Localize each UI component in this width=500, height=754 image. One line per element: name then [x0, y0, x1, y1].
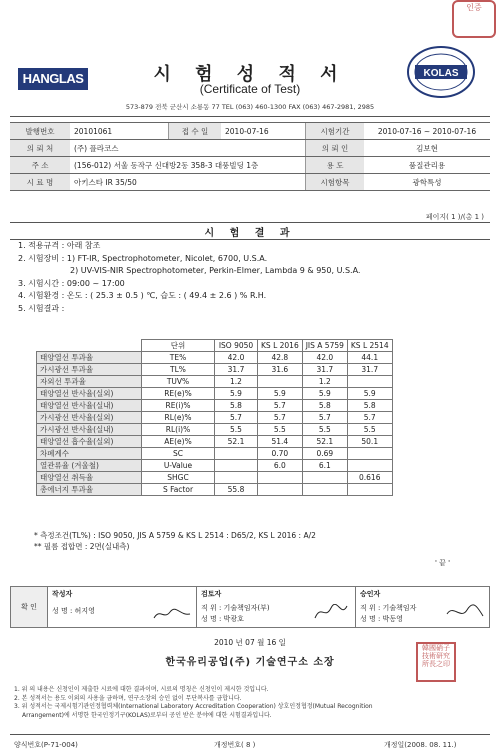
received-date: 2010-07-16: [221, 123, 306, 140]
note-line: * 측정조건(TL%) : ISO 9050, JIS A 5759 & KS L 2514 : D65/2, KS L 2016 : A/2: [34, 531, 316, 540]
unit-cell: TE%: [142, 352, 215, 364]
value-cell: [347, 460, 392, 472]
unit-cell: U-Value: [142, 460, 215, 472]
divider: [10, 734, 490, 735]
client-label: 의 뢰 처: [10, 140, 70, 157]
value-cell: [215, 472, 258, 484]
value-cell: 52.1: [215, 436, 258, 448]
property-cell: 총에너지 투과율: [37, 484, 142, 496]
header-cell: ISO 9050: [215, 340, 258, 352]
table-header-row: [37, 340, 393, 352]
writer-name: 성 명 : 허지영: [52, 607, 95, 615]
property-cell: 태양열선 반사율(실내): [37, 400, 142, 412]
writer-cell: [48, 601, 197, 628]
reviewer-name: 성 명 : 박광호: [201, 614, 244, 623]
use-label: 용 도: [306, 157, 365, 174]
unit-cell: SC: [142, 448, 215, 460]
kolas-logo-text: KOLAS: [423, 68, 459, 79]
results-table: [36, 339, 393, 496]
value-cell: 5.5: [215, 424, 258, 436]
header-cell: JIS A 5759: [302, 340, 347, 352]
form-number: 양식번호(P-71-004): [14, 741, 78, 749]
value-cell: [258, 376, 303, 388]
issue-date: 2010 년 07 월 16 일: [214, 638, 286, 647]
header-cell: KS L 2514: [347, 340, 392, 352]
value-cell: 0.616: [347, 472, 392, 484]
footnotes: [14, 686, 484, 720]
writer-title: 작성자: [48, 587, 197, 602]
table-row: [37, 448, 393, 460]
property-cell: 차폐계수: [37, 448, 142, 460]
sample-label: 시 료 명: [10, 174, 70, 191]
condition-line: 2) UV-VIS-NIR Spectrophotometer, Perkin-Elmer, Lambda 9 & 950, U.S.A.: [70, 266, 361, 276]
note-line: ** 필름 접합면 : 2면(실내측): [34, 542, 130, 551]
unit-cell: S Factor: [142, 484, 215, 496]
company-address: 573-879 전북 군산시 소룡동 77 TEL (063) 460-1300 FAX (063) 467-2981, 2985: [125, 103, 375, 111]
divider: [10, 116, 490, 117]
results-title: 시 험 결 과: [204, 228, 296, 239]
results-body: [37, 352, 393, 496]
received-label: 접 수 일: [169, 123, 222, 140]
header-cell: [37, 340, 142, 352]
revision-number: 개정번호( 8 ): [214, 741, 256, 749]
requester: 김보현: [364, 140, 490, 157]
kolas-logo: [405, 44, 477, 100]
organization-name: 한국유리공업(주) 기술연구소 소장: [165, 657, 335, 668]
value-cell: 6.0: [258, 460, 303, 472]
unit-cell: TL%: [142, 364, 215, 376]
value-cell: 50.1: [347, 436, 392, 448]
value-cell: 5.9: [347, 388, 392, 400]
period-label: 시험기간: [306, 123, 365, 140]
end-mark: ' 끝 ': [434, 559, 450, 567]
table-row: [37, 352, 393, 364]
value-cell: 5.9: [258, 388, 303, 400]
value-cell: 0.70: [258, 448, 303, 460]
seal-stamp-top: 인증: [452, 0, 496, 38]
document-subtitle: (Certificate of Test): [199, 82, 301, 96]
unit-cell: TUV%: [142, 376, 215, 388]
property-cell: 태양열선 취득율: [37, 472, 142, 484]
value-cell: 5.7: [302, 412, 347, 424]
value-cell: [302, 484, 347, 496]
property-cell: 자외선 투과율: [37, 376, 142, 388]
condition-line: 1. 적용규격 : 아래 참조: [18, 241, 101, 250]
value-cell: 52.1: [302, 436, 347, 448]
reviewer-title: 검토자: [197, 587, 356, 602]
property-cell: 태양열선 투과율: [37, 352, 142, 364]
value-cell: 5.7: [347, 412, 392, 424]
property-cell: 가시광선 투과율: [37, 364, 142, 376]
approver-name: 성 명 : 박동영: [360, 614, 403, 623]
writer-signature: [152, 606, 192, 622]
confirm-label: 확 인: [11, 587, 48, 628]
value-cell: 5.7: [258, 400, 303, 412]
value-cell: 42.0: [215, 352, 258, 364]
table-row: [37, 388, 393, 400]
address-label: 주 소: [10, 157, 70, 174]
value-cell: 0.69: [302, 448, 347, 460]
test-conditions: [18, 240, 488, 316]
reviewer-role: 직 위 : 기술책임자(부): [197, 601, 356, 614]
table-row: [37, 484, 393, 496]
property-cell: 태양열선 흡수율(실외): [37, 436, 142, 448]
condition-line: 2. 시험장비 : 1) FT-IR, Spectrophotometer, Nicolet, 6700, U.S.A.: [18, 253, 268, 263]
test-period: 2010-07-16 ~ 2010-07-16: [364, 123, 490, 140]
value-cell: [258, 484, 303, 496]
document-title: 시 험 성 적 서: [153, 64, 347, 85]
condition-line: 3. 시험시간 : 09:00 ~ 17:00: [18, 278, 125, 288]
value-cell: [347, 376, 392, 388]
approver-title: 승인자: [356, 587, 490, 602]
unit-cell: SHGC: [142, 472, 215, 484]
value-cell: 6.1: [302, 460, 347, 472]
value-cell: [215, 448, 258, 460]
table-row: [37, 460, 393, 472]
unit-cell: AE(e)%: [142, 436, 215, 448]
issue-no: 20101061: [70, 123, 169, 140]
table-row: [37, 400, 393, 412]
header-cell: KS L 2016: [258, 340, 303, 352]
property-cell: 가시광선 반사율(실외): [37, 412, 142, 424]
reviewer-signature: [311, 604, 351, 620]
value-cell: 5.7: [215, 412, 258, 424]
value-cell: [347, 448, 392, 460]
value-cell: 5.8: [302, 400, 347, 412]
header-cell: 단위: [142, 340, 215, 352]
table-row: [37, 436, 393, 448]
value-cell: 51.4: [258, 436, 303, 448]
client-address: (156-012) 서울 동작구 신대방2동 358-3 대풍빌딩 1층: [70, 157, 306, 174]
reviewer-cell: [197, 614, 356, 628]
value-cell: 1.2: [215, 376, 258, 388]
company-logo: HANGLAS: [18, 68, 88, 90]
table-row: [37, 424, 393, 436]
value-cell: 31.7: [302, 364, 347, 376]
value-cell: 42.8: [258, 352, 303, 364]
revision-date: 개정일(2008. 08. 11.): [384, 741, 457, 749]
value-cell: 5.8: [347, 400, 392, 412]
footnote-line: 3. 위 성적서는 국제시험기관인정협력체(International Laboratory Accreditation Cooperation) 상호인정협정(Mutual Recognition: [14, 703, 373, 710]
issue-no-label: 발행번호: [10, 123, 70, 140]
value-cell: 5.5: [258, 424, 303, 436]
value-cell: 31.6: [258, 364, 303, 376]
value-cell: 55.8: [215, 484, 258, 496]
value-cell: [258, 472, 303, 484]
condition-line: 4. 시험환경 : 온도 : ( 25.3 ± 0.5 ) ℃, 습도 : ( 49.4 ± 2.6 ) % R.H.: [18, 291, 267, 301]
requester-label: 의 뢰 인: [306, 140, 365, 157]
value-cell: 31.7: [347, 364, 392, 376]
client: (주) 플라코스: [70, 140, 306, 157]
value-cell: 5.9: [302, 388, 347, 400]
unit-cell: RL(e)%: [142, 412, 215, 424]
value-cell: 5.8: [215, 400, 258, 412]
value-cell: [347, 484, 392, 496]
table-row: [37, 412, 393, 424]
use: 품질관리용: [364, 157, 490, 174]
value-cell: [302, 472, 347, 484]
value-cell: 42.0: [302, 352, 347, 364]
signature-table: [10, 586, 490, 628]
table-row: [37, 364, 393, 376]
unit-cell: RE(i)%: [142, 400, 215, 412]
property-cell: 가시광선 반사율(실내): [37, 424, 142, 436]
info-table: [10, 122, 490, 191]
organization-seal: 韓國硝子 技術研究 所長之印: [416, 642, 456, 682]
notes: [34, 530, 316, 552]
sample-name: 아키스타 IR 35/50: [70, 174, 306, 191]
value-cell: 5.5: [347, 424, 392, 436]
approver-signature: [445, 604, 485, 620]
value-cell: 44.1: [347, 352, 392, 364]
items-label: 시험항목: [306, 174, 365, 191]
table-row: [37, 472, 393, 484]
unit-cell: RE(e)%: [142, 388, 215, 400]
approver-role: 직 위 : 기술책임자: [356, 601, 490, 614]
property-cell: 열관류율 (겨울철): [37, 460, 142, 472]
page-indicator: 페이지( 1 )/(총 1 ): [425, 213, 484, 221]
value-cell: 5.7: [258, 412, 303, 424]
value-cell: 1.2: [302, 376, 347, 388]
unit-cell: RL(i)%: [142, 424, 215, 436]
approver-cell: [356, 614, 490, 628]
value-cell: [215, 460, 258, 472]
value-cell: 5.5: [302, 424, 347, 436]
table-row: [37, 376, 393, 388]
footnote-line: 2. 본 성적서는 용도 이외의 사용을 금하며, 연구소장의 승인 없이 무단복사를 금합니다.: [14, 694, 242, 702]
footnote-line: Arrangement)에 서명한 한국인정기구(KOLAS)로부터 공인 받은 분야에 대한 시험결과입니다.: [22, 711, 272, 719]
footnote-line: 1. 위 의 내용은 신청인이 제출한 시료에 대한 결과이며, 시료의 명칭은 신청인이 제시한 것입니다.: [14, 686, 269, 693]
property-cell: 태양열선 반사율(실외): [37, 388, 142, 400]
condition-line: 5. 시험결과 :: [18, 303, 65, 313]
test-items: 광학특성: [364, 174, 490, 191]
value-cell: 31.7: [215, 364, 258, 376]
value-cell: 5.9: [215, 388, 258, 400]
divider: [10, 222, 490, 223]
